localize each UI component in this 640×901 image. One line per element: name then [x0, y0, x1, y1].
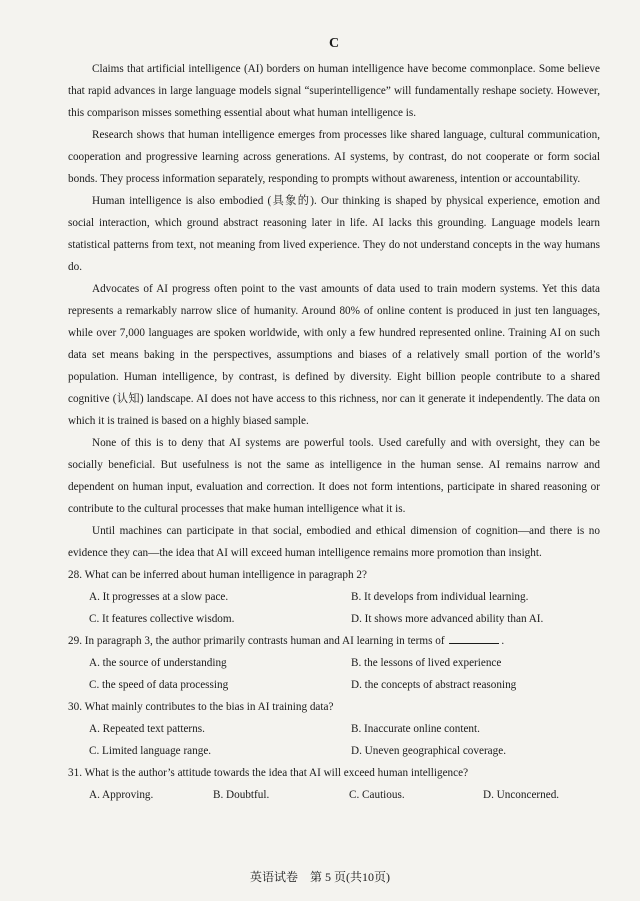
question-stem: 31. What is the author’s attitude towards the idea that AI will exceed human intelligence?: [68, 767, 469, 779]
paragraph-5: None of this is to deny that AI systems are powerful tools. Used carefully and with oversight, they can be socially beneficial. But usefulness is not the same as intelligence in the human sense. AI remains narrow and dependent on human input, evaluation and correction. It does not form intentions, participate in shared reasoning or contribute to the cultural processes that make human intelligence what it is.: [68, 437, 600, 515]
options-grid: [68, 718, 600, 762]
question-31: [68, 762, 600, 806]
answer-blank: [449, 631, 499, 644]
page-footer: 英语试卷 第 5 页(共10页): [250, 870, 390, 884]
option-b: B. Doubtful.: [213, 789, 270, 801]
option-d: D. It shows more advanced ability than AI.: [351, 613, 544, 625]
option-a: A. It progresses at a slow pace.: [89, 591, 229, 603]
question-30: [68, 696, 600, 762]
option-c: C. Limited language range.: [89, 745, 212, 757]
option-c: C. It features collective wisdom.: [89, 613, 235, 625]
option-d: D. Uneven geographical coverage.: [351, 745, 506, 757]
paragraph-3: Human intelligence is also embodied (具象的). Our thinking is shaped by physical experience, emotion and social interaction, which ground abstract reasoning later in life. AI lacks this grounding. Language models learn statistical patterns from text, not meaning from lived experience. They do not understand concepts in the way humans do.: [68, 195, 600, 273]
option-c: C. Cautious.: [349, 789, 405, 801]
option-c: C. the speed of data processing: [89, 679, 229, 691]
option-a: A. the source of understanding: [89, 657, 227, 669]
question-stem-text: 29. In paragraph 3, the author primarily contrasts human and AI learning in terms of: [68, 635, 445, 647]
question-stem-end: .: [501, 635, 505, 647]
option-d: D. Unconcerned.: [483, 789, 560, 801]
options-grid: [68, 652, 600, 696]
paragraph-6: Until machines can participate in that social, embodied and ethical dimension of cognition—and there is no evidence they can—the idea that AI will exceed human intelligence remains more promotion than insight.: [68, 525, 600, 559]
paragraph-1: Claims that artificial intelligence (AI) borders on human intelligence have become commonplace. Some believe that rapid advances in large language models signal “superintelligence” will fundamentally reshape society. However, this comparison misses something essential about what human intelligence is.: [68, 63, 600, 119]
option-a: A. Repeated text patterns.: [89, 723, 205, 735]
option-b: B. Inaccurate online content.: [351, 723, 480, 735]
section-letter: C: [328, 36, 340, 51]
question-stem: 28. What can be inferred about human intelligence in paragraph 2?: [68, 569, 367, 581]
option-b: B. the lessons of lived experience: [351, 657, 502, 669]
option-b: B. It develops from individual learning.: [351, 591, 529, 603]
option-a: A. Approving.: [89, 789, 154, 801]
option-d: D. the concepts of abstract reasoning: [351, 679, 517, 691]
question-28: [68, 564, 600, 630]
question-29: [68, 630, 600, 696]
options-row: [68, 784, 600, 806]
paragraph-2: Research shows that human intelligence emerges from processes like shared language, cultural communication, cooperation and progressive learning across generations. AI systems, by contrast, do not cooperate or form social bonds. They process information separately, responding to prompts without awareness, intention or accountability.: [68, 129, 600, 185]
question-stem: 30. What mainly contributes to the bias in AI training data?: [68, 701, 334, 713]
options-grid: [68, 586, 600, 630]
paragraph-4: Advocates of AI progress often point to the vast amounts of data used to train modern systems. Yet this data represents a remarkably narrow slice of humanity. Around 80% of online content is produced in just ten languages, while over 7,000 languages are spoken worldwide, with only a few hundred represented online. Training AI on such data set means baking in the perspectives, assumptions and biases of a relatively small portion of the world’s population. Human intelligence, by contrast, is defined by diversity. Eight billion people contribute to a shared cognitive (认知) landscape. AI does not have access to this richness, nor can it generate it independently. The data on which it is trained is based on a highly biased sample.: [68, 283, 600, 427]
question-stem: [68, 630, 600, 652]
